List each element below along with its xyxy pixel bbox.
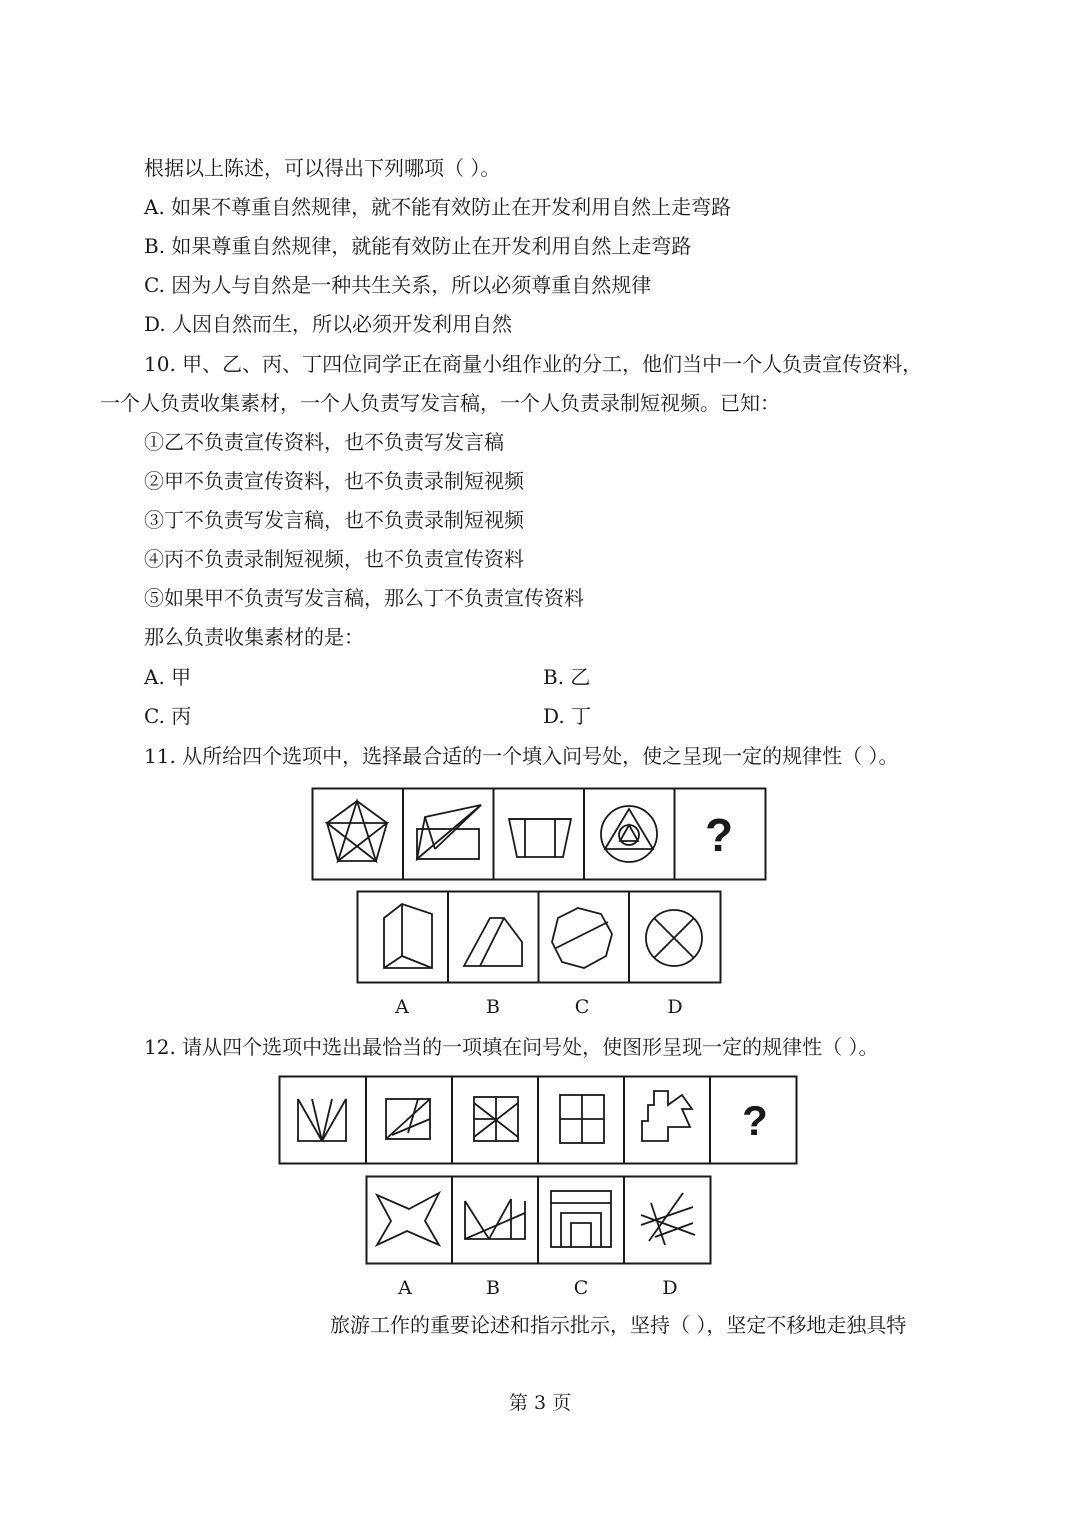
q12-label-b: B xyxy=(486,1277,500,1299)
quadrilateral-figure xyxy=(464,918,522,966)
fan-lines-figure xyxy=(298,1099,346,1141)
q10-stem-line1: 10. 甲、乙、丙、丁四位同学正在商量小组作业的分工，他们当中一个人负责宣传资料， xyxy=(144,352,923,376)
q11-label-d: D xyxy=(667,996,683,1018)
q11-stem: 11. 从所给四个选项中，选择最合适的一个填入问号处，使之呈现一定的规律性（ ）。 xyxy=(144,744,899,768)
q11-label-b: B xyxy=(486,996,500,1018)
q9-option-b: B. 如果尊重自然规律，就能有效防止在开发利用自然上走弯路 xyxy=(144,234,692,258)
q12-label-c: C xyxy=(573,1277,589,1299)
q10-question: 那么负责收集素材的是： xyxy=(144,625,364,649)
irregular-polygon-figure xyxy=(642,1091,692,1141)
q12-sequence-figures xyxy=(278,1075,798,1165)
q9-option-c: C. 因为人与自然是一种共生关系，所以必须尊重自然规律 xyxy=(144,273,652,297)
circle-cross-figure xyxy=(646,910,702,966)
circle-triangle-figure xyxy=(601,806,657,862)
q9-option-a: A. 如果不尊重自然规律，就不能有效防止在开发利用自然上走弯路 xyxy=(144,195,732,219)
trailing-text: 旅游工作的重要论述和指示批示，坚持（ ），坚定不移地走独具特 xyxy=(330,1313,907,1337)
q10-condition-2: ②甲不负责宣传资料，也不负责录制短视频 xyxy=(144,469,524,493)
square-diagonal-figure xyxy=(386,1099,430,1139)
q9-option-d: D. 人因自然而生，所以必须开发利用自然 xyxy=(144,312,513,336)
octagon-figure xyxy=(552,908,612,968)
rectangle-cross-figure xyxy=(474,1097,518,1141)
trapezoid-figure xyxy=(509,819,571,857)
q11-label-c: C xyxy=(574,996,590,1018)
q10-condition-3: ③丁不负责写发言稿，也不负责录制短视频 xyxy=(144,508,524,532)
rectangle-divided-figure xyxy=(560,1095,604,1143)
q11-option-figures xyxy=(356,890,722,984)
q11-label-a: A xyxy=(395,996,409,1018)
q12-label-d: D xyxy=(662,1277,678,1299)
q10-condition-5: ⑤如果甲不负责写发言稿，那么丁不负责宣传资料 xyxy=(144,586,584,610)
q11-question-mark: ? xyxy=(704,809,734,861)
four-point-star-figure xyxy=(377,1193,439,1245)
q12-stem: 12. 请从四个选项中选出最恰当的一项填在问号处，使图形呈现一定的规律性（ ）。 xyxy=(144,1035,879,1059)
q9-stem: 根据以上陈述，可以得出下列哪项（ ）。 xyxy=(144,156,501,180)
q10-option-b: B. 乙 xyxy=(543,665,591,689)
q10-option-d: D. 丁 xyxy=(543,704,592,728)
q10-condition-1: ①乙不负责宣传资料，也不负责写发言稿 xyxy=(144,430,504,454)
q10-option-a: A. 甲 xyxy=(144,665,192,689)
q10-option-c: C. 丙 xyxy=(144,704,192,728)
gate-figure xyxy=(551,1191,611,1247)
q12-option-figures xyxy=(365,1175,712,1265)
q12-question-mark: ? xyxy=(742,1097,768,1144)
q10-condition-4: ④丙不负责录制短视频，也不负责宣传资料 xyxy=(144,547,524,571)
q10-stem-line2: 一个人负责收集素材，一个人负责写发言稿，一个人负责录制短视频。已知： xyxy=(100,391,780,415)
q12-label-a: A xyxy=(398,1277,412,1299)
crossing-lines-figure xyxy=(641,1193,695,1245)
prism-figure xyxy=(384,904,432,968)
q11-sequence-figures xyxy=(311,787,767,881)
triangle-rectangle-figure xyxy=(417,805,481,859)
pentagon-star-figure xyxy=(327,801,387,861)
page-number: 第 3 页 xyxy=(508,1392,572,1414)
zigzag-lines-figure xyxy=(465,1199,525,1239)
